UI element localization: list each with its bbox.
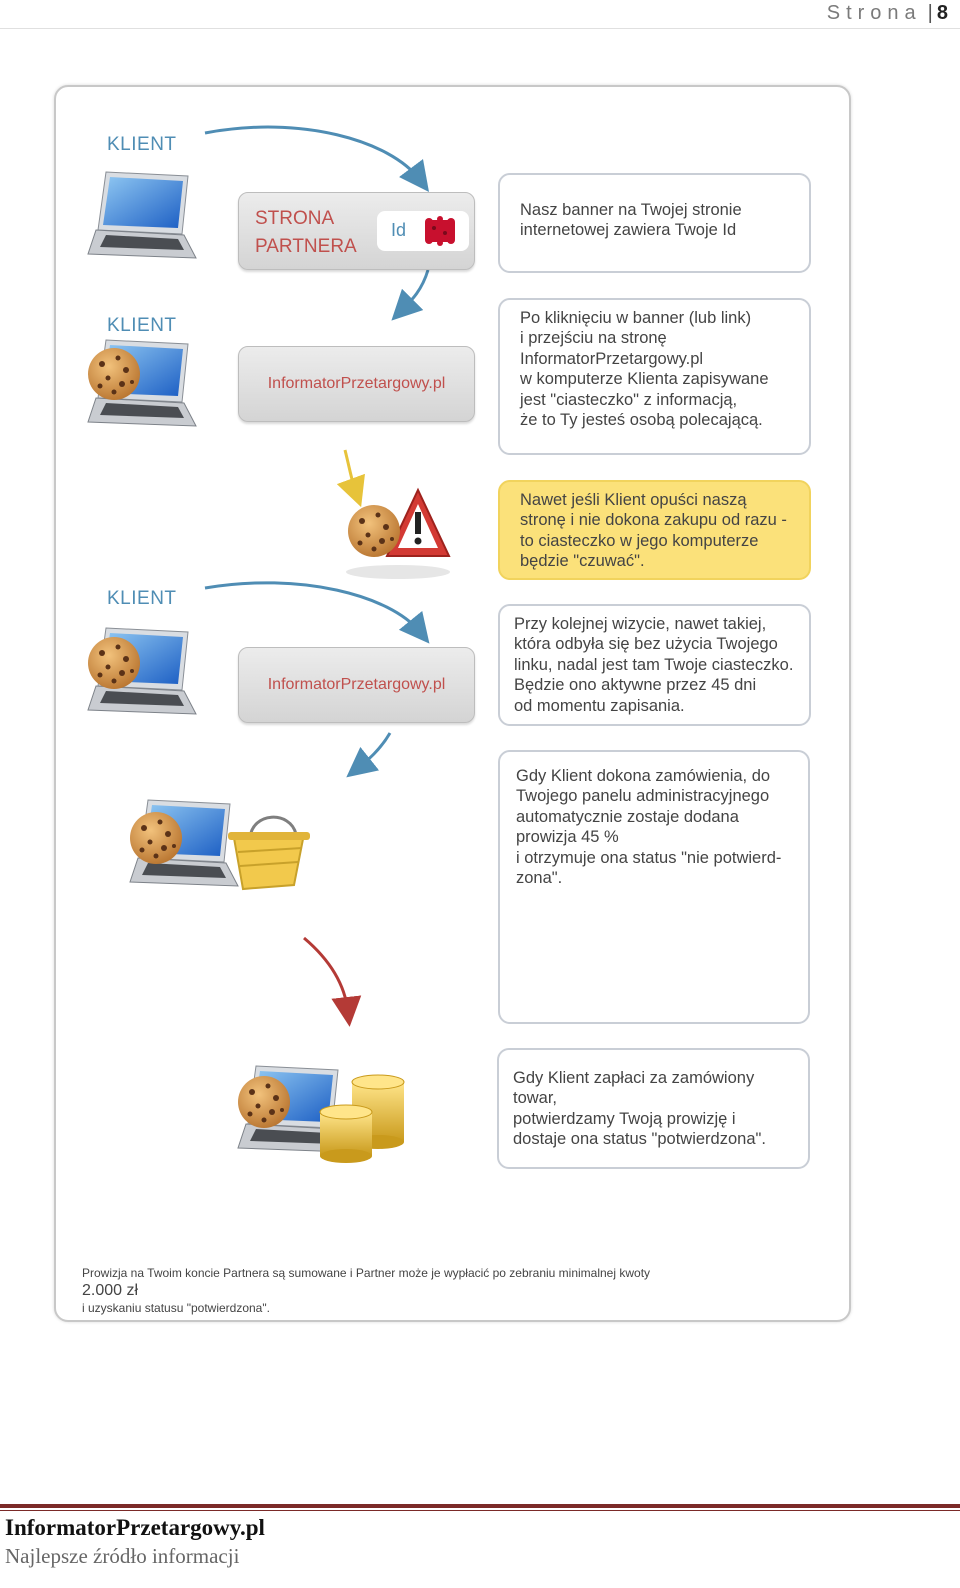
cookie-icon (348, 505, 400, 557)
partner-site-line1: STRONA (255, 208, 335, 229)
step-box (498, 604, 811, 726)
flow-arrow-1 (205, 127, 420, 180)
partner-site-line2: PARTNERA (255, 236, 357, 257)
cookie-icon (130, 812, 182, 864)
page-separator: | (927, 2, 933, 24)
partner-banner-icon (421, 216, 459, 246)
step-text: Nawet jeśli Klient opuści naszą stronę i nie dokona zakupu od razu - to ciasteczko w jego komputerze będzie "czuwać". (520, 491, 787, 571)
klient-label: KLIENT (107, 134, 177, 155)
flow-arrow-3 (345, 450, 356, 493)
cookie-icon (88, 637, 140, 689)
flow-arrow-5 (358, 733, 390, 768)
step-box-highlight (498, 480, 811, 580)
basket-icon (228, 817, 310, 889)
page-label: Strona (826, 2, 922, 24)
laptop-icon (88, 172, 196, 258)
step-box (498, 173, 811, 273)
site-url: InformatorPrzetargowy.pl (267, 676, 446, 693)
partner-site-label (255, 205, 375, 261)
id-label: Id (391, 220, 407, 240)
footer-rule-thin (0, 1510, 960, 1511)
step-text: Nasz banner na Twojej stronie internetowej zawiera Twoje Id (520, 201, 742, 240)
footer-tagline: Najlepsze źródło informacji (5, 1544, 240, 1568)
id-badge (377, 211, 469, 251)
step-text: Przy kolejnej wizycie, nawet takiej, która odbyła się bez użycia Twojego linku, nadal jest tam Twoje ciasteczko. Będzie ono aktywne przez 45 dni od momentu zapisania. (514, 615, 794, 715)
footnote-line1: Prowizja na Twoim koncie Partnera są sumowane i Partner może je wypłacić po zebraniu minimalnej kwoty (82, 1266, 651, 1280)
site-box (238, 647, 475, 723)
flow-arrow-4 (205, 583, 420, 632)
footer-rule (0, 1504, 960, 1508)
page-number: 8 (936, 2, 948, 24)
flow-arrow-2 (402, 270, 428, 310)
footnote-line2: i uzyskaniu statusu "potwierdzona". (82, 1301, 270, 1315)
site-box (238, 346, 475, 422)
step-box (498, 298, 811, 455)
site-url: InformatorPrzetargowy.pl (267, 375, 446, 392)
footnote-amount: 2.000 zł (82, 1282, 139, 1299)
step-text: Gdy Klient dokona zamówienia, do Twojego panelu administracyjnego automatycznie zostaje dodana prowizja 45 % i otrzymuje ona status "nie potwierd- zona". (516, 767, 782, 888)
partner-site-box (238, 192, 475, 270)
footnote (82, 1248, 822, 1334)
footer-brand: InformatorPrzetargowy.pl (5, 1515, 265, 1540)
step-text: Po kliknięciu w banner (lub link) i przejściu na stronę InformatorPrzetargowy.pl w komputerze Klienta zapisywane jest "ciasteczko" z informacją, że to Ty jesteś osobą polecającą. (520, 309, 769, 430)
step-box (498, 750, 810, 1024)
klient-label: KLIENT (107, 588, 177, 609)
flow-arrow-6 (304, 938, 348, 1012)
step-box (497, 1048, 810, 1169)
cookie-icon (88, 348, 140, 400)
step-text: Gdy Klient zapłaci za zamówiony towar, potwierdzamy Twoją prowizję i dostaje ona status "potwierdzona". (513, 1069, 766, 1149)
cookie-icon (238, 1076, 290, 1128)
klient-label: KLIENT (107, 315, 177, 336)
